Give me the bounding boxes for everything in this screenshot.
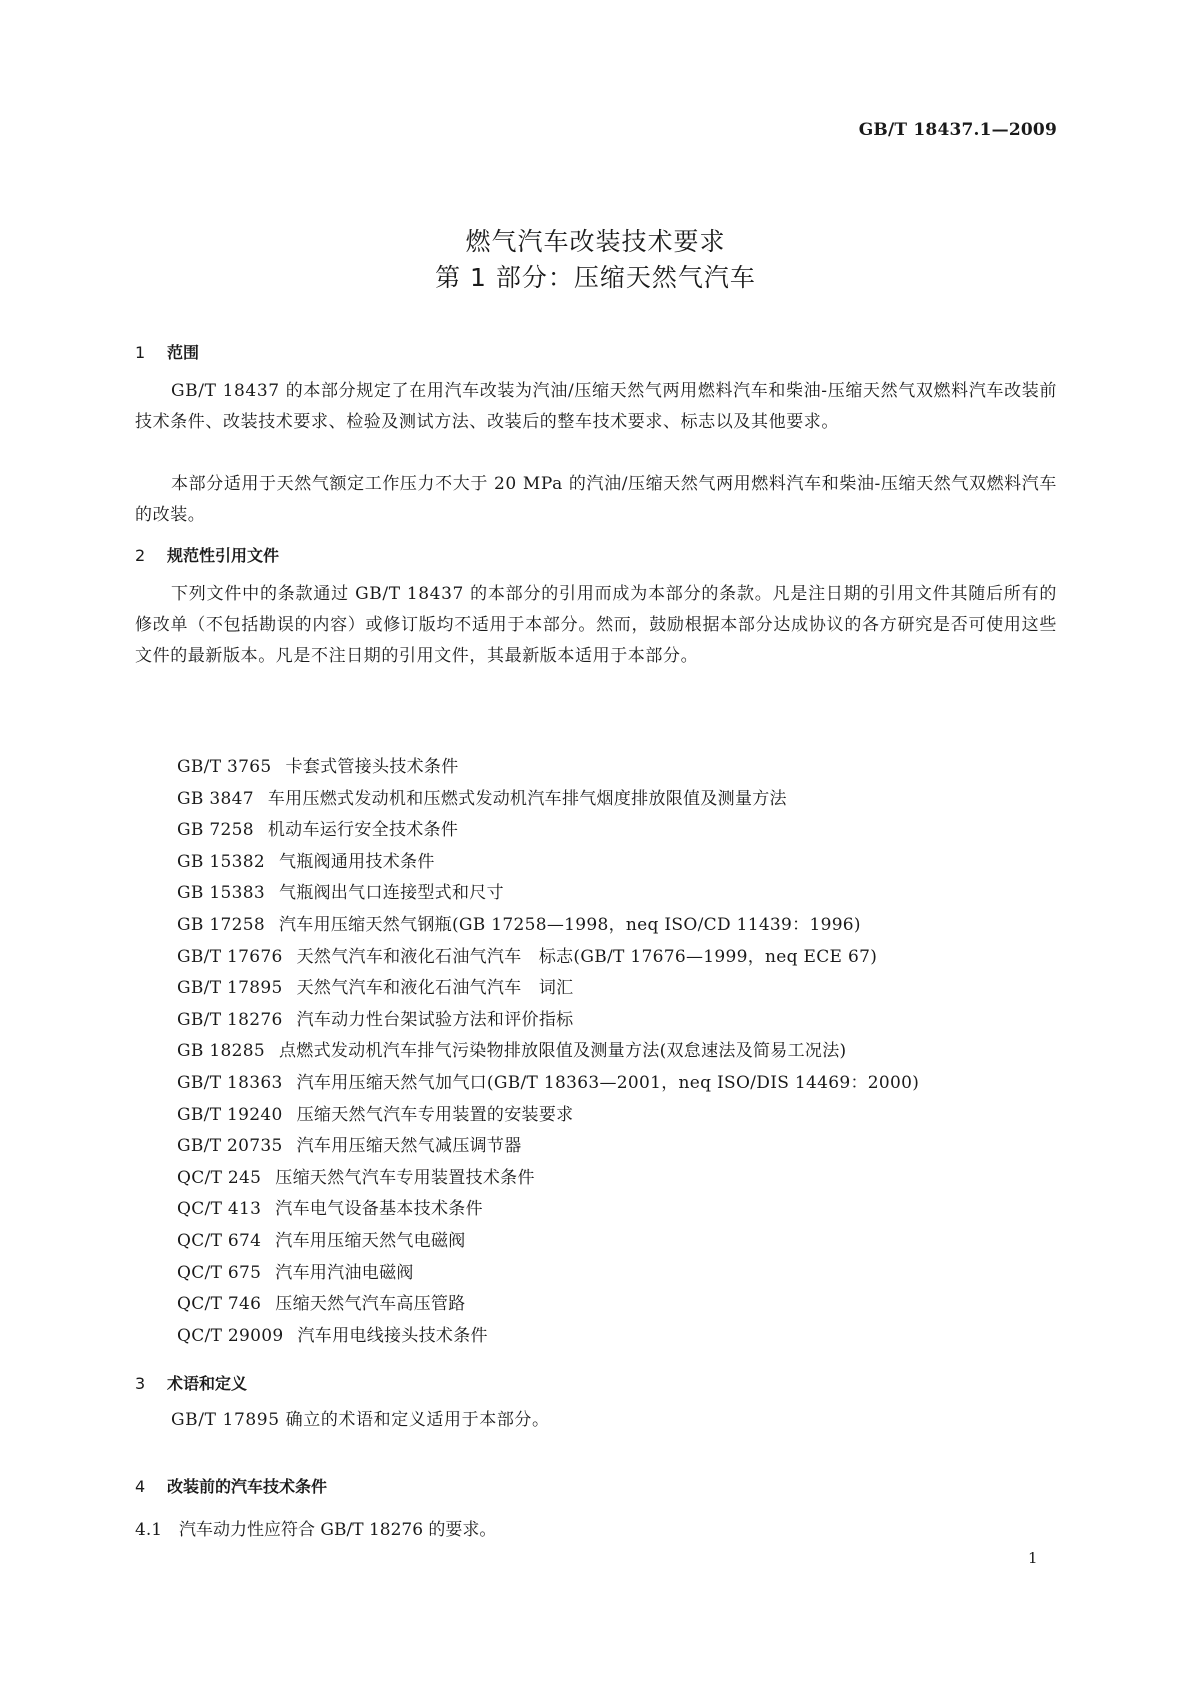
reference-title: 压缩天然气汽车专用装置技术条件	[275, 1167, 535, 1188]
section-2-paragraph: 下列文件中的条款通过 GB/T 18437 的本部分的引用而成为本部分的条款。凡是注日期的引用文件其随后所有的修改单（不包括勘误的内容）或修订版均不适用于本部分。然而，鼓励根据本部分达成协议的各方研究是否可使用这些文件的最新版本。凡是不注日期的引用文件，其最新版本适用于本部分。	[135, 584, 1057, 666]
doc-title-line2: 第 1 部分：压缩天然气汽车	[435, 263, 756, 292]
reference-title: 压缩天然气汽车专用装置的安装要求	[296, 1104, 574, 1125]
reference-title: 汽车电气设备基本技术条件	[275, 1199, 483, 1220]
section-1-title: 范围	[167, 343, 200, 362]
reference-title: 汽车用汽油电磁阀	[275, 1262, 414, 1283]
reference-code: GB/T 17895	[177, 978, 283, 999]
reference-item	[177, 784, 919, 816]
reference-code: GB/T 18363	[177, 1072, 283, 1093]
reference-code: GB/T 19240	[177, 1104, 283, 1125]
reference-code: QC/T 675	[177, 1262, 262, 1283]
section-4-number: 4	[135, 1477, 146, 1496]
reference-item	[177, 973, 919, 1005]
reference-title: 机动车运行安全技术条件	[267, 820, 459, 841]
reference-code: QC/T 674	[177, 1230, 262, 1251]
reference-code: GB/T 20735	[177, 1136, 283, 1157]
section-1-paragraph-1: GB/T 18437 的本部分规定了在用汽车改装为汽油/压缩天然气两用燃料汽车和柴油-压缩天然气双燃料汽车改装前技术条件、改装技术要求、检验及测试方法、改装后的整车技术要求、标志以及其他要求。	[135, 381, 1057, 432]
section-3-paragraph: GB/T 17895 确立的术语和定义适用于本部分。	[171, 1410, 550, 1430]
reference-code: GB 18285	[177, 1041, 265, 1062]
reference-item	[177, 1005, 919, 1037]
section-3-title: 术语和定义	[167, 1374, 248, 1393]
reference-title: 汽车用压缩天然气电磁阀	[275, 1230, 466, 1251]
reference-item	[177, 878, 919, 910]
reference-code: GB 15383	[177, 883, 265, 904]
reference-item	[177, 815, 919, 847]
reference-title: 汽车用压缩天然气减压调节器	[296, 1136, 522, 1157]
section-1-number: 1	[135, 343, 146, 362]
reference-item	[177, 1163, 919, 1195]
reference-title: 气瓶阀出气口连接型式和尺寸	[278, 883, 504, 904]
section-3-heading	[135, 1371, 247, 1394]
reference-title: 气瓶阀通用技术条件	[278, 851, 435, 872]
section-1-heading	[135, 340, 199, 363]
reference-code: QC/T 245	[177, 1167, 262, 1188]
reference-title: 汽车用压缩天然气钢瓶(GB 17258—1998，neq ISO/CD 11439：1996)	[278, 914, 861, 935]
section-1-paragraph-2: 本部分适用于天然气额定工作压力不大于 20 MPa 的汽油/压缩天然气两用燃料汽车和柴油-压缩天然气双燃料汽车的改装。	[135, 474, 1057, 525]
reference-item	[177, 1036, 919, 1068]
reference-code: GB 7258	[177, 820, 254, 841]
reference-title: 汽车动力性台架试验方法和评价指标	[296, 1009, 574, 1030]
standard-number: GB/T 18437.1—2009	[858, 120, 1057, 140]
clause-number: 4.1	[135, 1520, 163, 1540]
reference-title: 卡套式管接头技术条件	[285, 757, 459, 777]
reference-title: 压缩天然气汽车高压管路	[275, 1294, 466, 1315]
reference-item	[177, 847, 919, 879]
reference-item	[177, 942, 919, 974]
reference-item	[177, 1068, 919, 1100]
reference-item	[177, 1131, 919, 1163]
reference-code: GB 15382	[177, 851, 265, 872]
reference-title: 汽车用电线接头技术条件	[297, 1325, 488, 1346]
section-2-number: 2	[135, 546, 146, 565]
section-2-title: 规范性引用文件	[167, 546, 280, 565]
reference-code: GB 17258	[177, 914, 265, 935]
reference-title: 汽车用压缩天然气加气口(GB/T 18363—2001，neq ISO/DIS 14469：2000)	[296, 1072, 920, 1093]
reference-item	[177, 1194, 919, 1226]
reference-item	[177, 1258, 919, 1290]
reference-code: GB/T 3765	[177, 757, 272, 777]
reference-code: GB/T 18276	[177, 1009, 283, 1030]
reference-code: QC/T 413	[177, 1199, 262, 1220]
clause-4-1	[135, 1515, 496, 1540]
reference-title: 车用压燃式发动机和压燃式发动机汽车排气烟度排放限值及测量方法	[267, 788, 787, 809]
page-number: 1	[1028, 1549, 1038, 1567]
section-3-number: 3	[135, 1374, 146, 1393]
reference-title: 点燃式发动机汽车排气污染物排放限值及测量方法(双怠速法及简易工况法)	[278, 1041, 847, 1062]
section-4-heading	[135, 1474, 327, 1497]
reference-title: 天然气汽车和液化石油气汽车 词汇	[296, 978, 574, 999]
clause-text: 汽车动力性应符合 GB/T 18276 的要求。	[179, 1520, 497, 1540]
reference-code: QC/T 746	[177, 1294, 262, 1315]
section-4-title: 改装前的汽车技术条件	[167, 1477, 328, 1496]
reference-item	[177, 1321, 919, 1353]
normative-reference-list	[177, 752, 919, 1352]
doc-title-line1: 燃气汽车改装技术要求	[465, 227, 726, 256]
reference-item	[177, 1289, 919, 1321]
section-2-heading	[135, 543, 279, 566]
reference-item	[177, 910, 919, 942]
reference-code: QC/T 29009	[177, 1325, 284, 1346]
reference-code: GB 3847	[177, 788, 254, 809]
reference-title: 天然气汽车和液化石油气汽车 标志(GB/T 17676—1999，neq ECE 67)	[296, 946, 878, 967]
reference-item	[177, 1226, 919, 1258]
reference-item	[177, 752, 919, 784]
reference-item	[177, 1100, 919, 1132]
reference-code: GB/T 17676	[177, 946, 283, 967]
